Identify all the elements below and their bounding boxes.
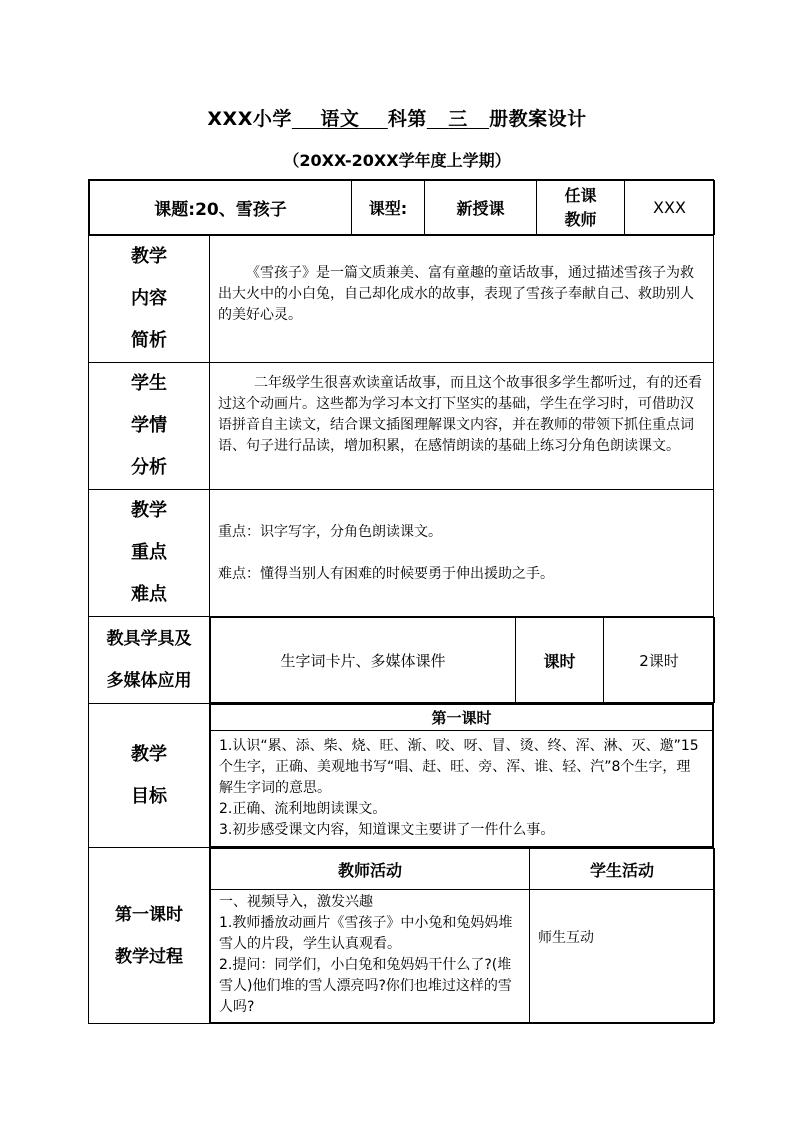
- subject-value: 语文: [320, 108, 360, 130]
- objective-item: 2.正确、流利地朗读课文。: [219, 801, 387, 817]
- hours-label: 课时: [516, 618, 604, 703]
- teacher-activity-line: 一、视频导入，激发兴趣: [219, 894, 373, 910]
- objectives-list: [211, 731, 712, 845]
- student-activity-text: 师生互动: [538, 930, 594, 946]
- label-line: 分析: [131, 457, 167, 478]
- label-line: 教学: [131, 743, 167, 765]
- title-part3: 册教案设计: [489, 108, 587, 130]
- teacher-activity-cell: [211, 890, 530, 1023]
- student-analysis-label: [89, 363, 210, 490]
- hours-value: 2课时: [604, 618, 715, 703]
- volume-blank: [427, 108, 489, 130]
- title-part2: 科第: [387, 108, 427, 130]
- tools-row: [210, 617, 714, 704]
- teacher-activity-list: [211, 890, 529, 1022]
- difficulty-text: 难点：懂得当别人有困难的时候要勇于伸出援助之手。: [218, 566, 554, 582]
- student-activity-header: 学生活动: [530, 849, 715, 890]
- teacher-value: XXX: [625, 181, 715, 235]
- subject-blank: [292, 108, 388, 130]
- label-line: 目标: [131, 785, 167, 807]
- label-line: 内容: [131, 288, 167, 309]
- process-label: [89, 848, 210, 1024]
- teacher-label: 任课教师: [537, 181, 625, 235]
- type-label: 课型:: [352, 181, 425, 235]
- content-summary-text: 《雪孩子》是一篇文质兼美、富有童趣的童话故事，通过描述雪孩子为救出大火中的小白兔，自己却化成水的故事，表现了雪孩子奉献自己、救助别人的美好心灵。: [218, 265, 694, 323]
- student-analysis-text: 二年级学生很喜欢读童话故事，而且这个故事很多学生都听过，有的还看过这个动画片。这些都为学习本文打下坚实的基础，学生在学习时，可借助汉语拼音自主读文，结合课文插图理解课文内容，并在教师的带领下抓住重点词语、句子进行品读，增加积累，在感情朗读的基础上练习分角色朗读课文。: [218, 375, 702, 454]
- teacher-activity-header: 教师活动: [211, 849, 530, 890]
- label-line: 难点: [131, 584, 167, 605]
- tools-value: 生字词卡片、多媒体课件: [211, 618, 516, 703]
- student-activity-cell: [530, 890, 715, 1023]
- tools-label: [89, 617, 210, 704]
- objectives-cell: [210, 704, 714, 848]
- label-line: 教学: [131, 246, 167, 267]
- label-line: 简析: [131, 330, 167, 351]
- label-line: 教学过程: [115, 946, 183, 967]
- process-cell: [210, 848, 714, 1024]
- label-line: 教学: [131, 500, 167, 521]
- label-line: 教具学具及: [106, 629, 192, 649]
- topic-cell: 课题:20、雪孩子: [90, 181, 352, 235]
- focus-text: 重点：识字写字，分角色朗读课文。: [218, 524, 442, 540]
- label-line: 学情: [131, 415, 167, 436]
- label-line: 学生: [131, 373, 167, 394]
- school-year: （20XX-20XX学年度上学期）: [283, 151, 511, 170]
- key-points-cell: [210, 490, 714, 617]
- label-line: 重点: [131, 542, 167, 563]
- objective-item: 1.认识“累、添、柴、烧、旺、渐、咬、呀、冒、烫、终、浑、淋、灭、邀”15个生字，正确、美观地书写“唱、赶、旺、旁、浑、谁、轻、汽”8个生字，理解生字词的意思。: [219, 738, 699, 796]
- label-line: 第一课时: [115, 904, 183, 925]
- document-title: [0, 104, 794, 131]
- objectives-label: [89, 704, 210, 848]
- label-line: 多媒体应用: [106, 671, 192, 691]
- teacher-activity-line: 2.提问：同学们，小白兔和兔妈妈干什么了?(堆雪人)他们堆的雪人漂亮吗?你们也堆过这样的雪人吗?: [219, 957, 512, 1015]
- content-summary-label: [89, 236, 210, 363]
- teacher-activity-line: 1.教师播放动画片《雪孩子》中小兔和兔妈妈堆雪人的片段，学生认真观看。: [219, 915, 513, 952]
- lesson-plan-table: [88, 179, 714, 1024]
- type-value: 新授课: [425, 181, 537, 235]
- objectives-list-cell: [211, 731, 713, 847]
- period-title: 第一课时: [211, 705, 713, 731]
- school-name: XXX小学: [207, 108, 292, 130]
- content-summary-cell: [210, 236, 714, 363]
- key-points-label: [89, 490, 210, 617]
- student-analysis-cell: [210, 363, 714, 490]
- info-row: [89, 180, 714, 236]
- objective-item: 3.初步感受课文内容，知道课文主要讲了一件什么事。: [219, 822, 555, 838]
- volume-value: 三: [448, 108, 468, 130]
- key-points-body: [210, 507, 713, 599]
